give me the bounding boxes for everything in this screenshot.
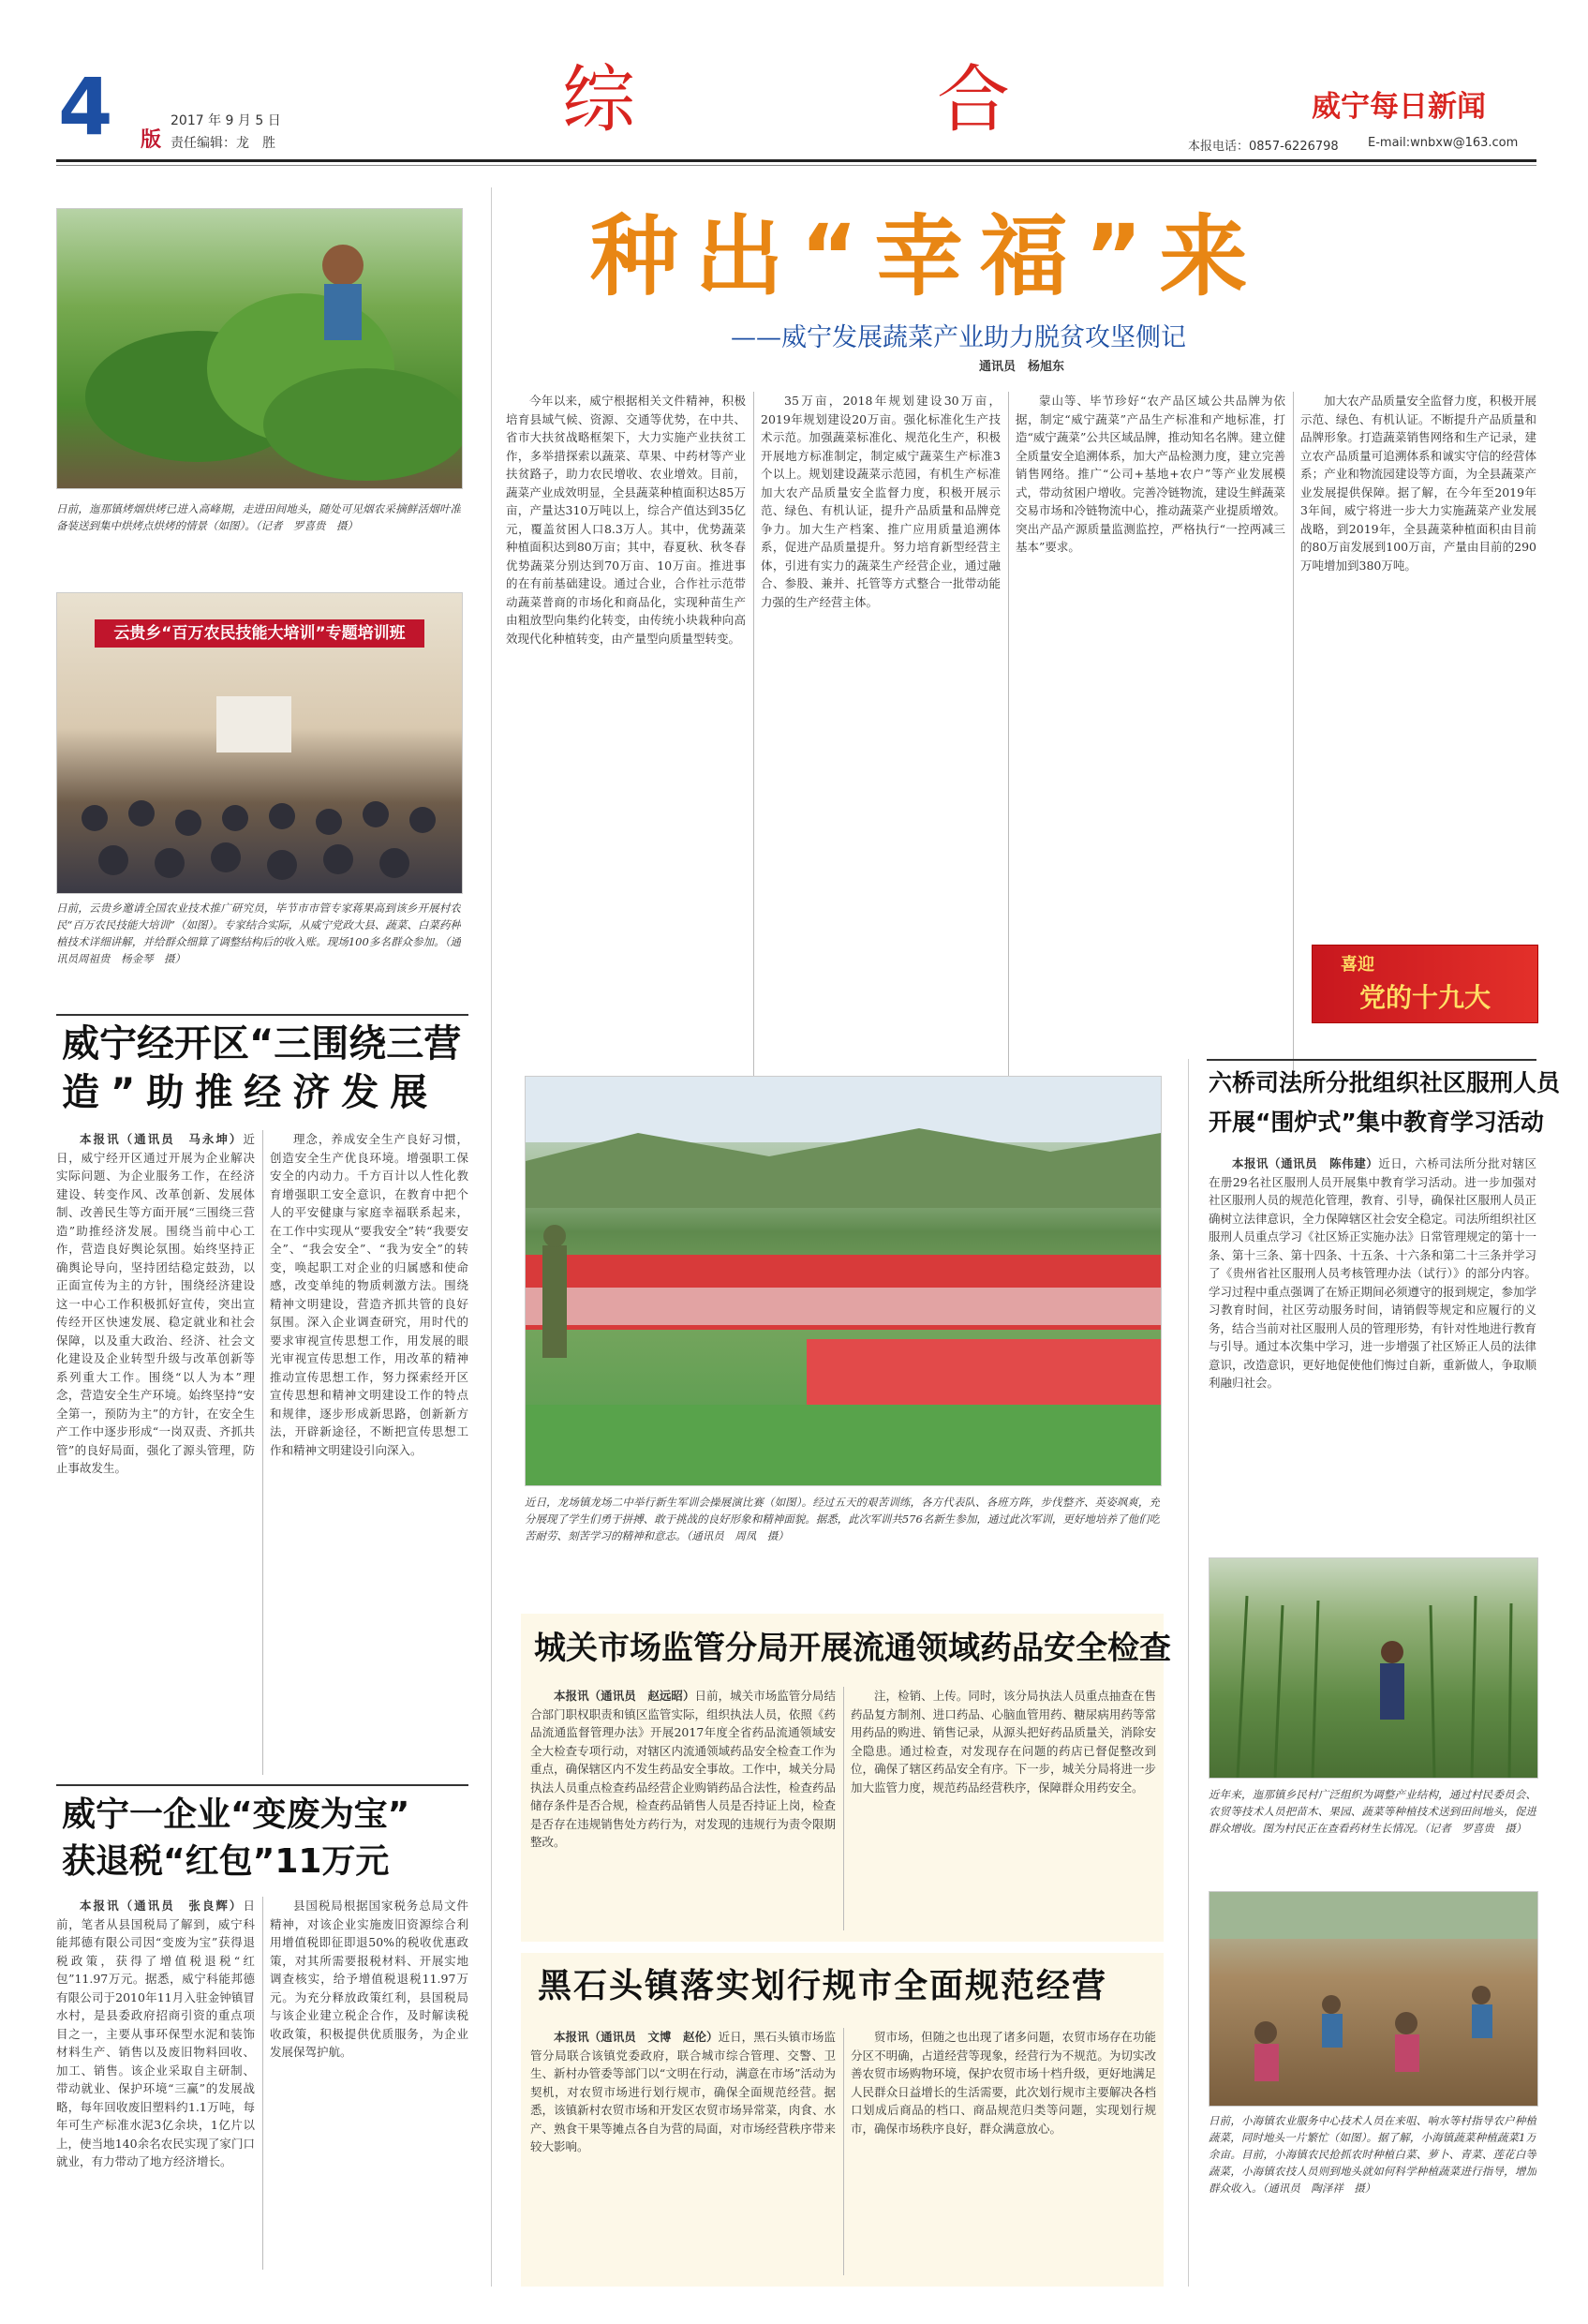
lead-byline: 通讯员 杨旭东	[979, 360, 1065, 374]
tobacco-leaves-graphic	[57, 209, 462, 488]
photo-military-training	[525, 1076, 1162, 1486]
market-divider	[843, 2028, 844, 2275]
lead-divider-3	[1293, 392, 1294, 1085]
tax-column-2: 县国税局根据国家税务总局文件精神，对该企业实施废旧资源综合利用增值税即征即退50%的税收优惠政策，对其所需要报税材料、开展实地调查核实，给予增值税退税11.97万元。为充分释放政策红利，县国税局与该企业建立税企合作，及时解读税收政策，积极提供优质服务，为企业发展保驾护航。	[270, 1899, 468, 2059]
photo-vegetable-planting	[1209, 1891, 1538, 2107]
econ-title-line-2: 造”助推经济发展	[62, 1071, 439, 1114]
judicial-body: 本报讯（通讯员 陈伟建）近日，六桥司法所分批对辖区在册29名社区服刑人员开展集中教育学习活动。进一步加强对社区服刑人员的规范化管理，教育、引导，确保社区服刑人员正确树立法律意识，全力保障辖区社会安全稳定。司法所组织社区服刑人员重点学习《社区矫正实施办法》日常管理规定的第十一条、第十三条、第十四条、十五条、十六条和第二十三条并学习了《贵州省社区服刑人员考核管理办法（试行）》的部分内容。学习过程中重点强调了在矫正期间必须遵守的报到规定，参加学习教育时间，社区劳动服务时间，请销假等规定和应履行的义务，结合当前对社区服刑人员的管理形势，有针对性地进行教育与引导。通过本次集中学习，进一步增强了社区矫正人员的法律意识，改造意识，更好地促使他们悔过自新，重新做人，争取顺利融归社会。	[1209, 1156, 1536, 1390]
market-byline: 本报讯（通讯员 文博 赵伦）	[554, 2030, 719, 2044]
party-congress-banner	[1312, 945, 1538, 1023]
tax-top-rule	[56, 1784, 468, 1786]
drug-column-1: 本报讯（通讯员 赵远昭）日前，城关市场监管分局结合部门职权职责和镇区监管实际，组织执法人员，依照《药品流通监督管理办法》开展2017年度全省药品流通领域安全大检查专项行动，对辖区内流通领域药品安全检查工作为重点，确保辖区内不发生药品安全事故。工作中，城关分局执法人员重点检查药品经营企业购销药品合法性，检查药品储存条件是否合规，检查药品销售人员是否持证上岗，检查是否存在违规销售处方药行为，对发现的违规行为责令限期整改。	[530, 1689, 836, 1849]
issue-date: 2017 年 9 月 5 日	[171, 113, 281, 128]
lead-subtitle: ——威宁发展蔬菜产业助力脱贫攻坚侧记	[731, 323, 1186, 352]
photo-herb-field	[1209, 1557, 1538, 1779]
editor-line: 责任编辑：龙 胜	[171, 136, 275, 151]
audience-graphic	[57, 593, 462, 893]
masthead-rule	[56, 159, 1536, 162]
planting-graphic	[1210, 1892, 1537, 2106]
page-divider-right	[1188, 1059, 1189, 2287]
tax-byline: 本报讯（通讯员 张良辉）	[80, 1899, 244, 1913]
tax-title-line-1: 威宁一企业“变废为宝”	[62, 1795, 410, 1834]
banner-congress: 党的十九大	[1359, 982, 1492, 1013]
lead-column-4: 加大农产品质量安全监督力度，积极开展示范、绿色、有机认证。不断提升产品质量和品牌形象。打造蔬菜销售网络和生产记录，建立农产品质量可追溯体系和诚实守信的经营体系；产业和物流园建设等方面，为全县蔬菜产业发展提供保障。据了解，在今年至2019年3年间，威宁将进一步大力实施蔬菜产业发展战略，到2019年，全县蔬菜种植面积由目前的80万亩发展到100万亩，产量由目前的290万吨增加到380万吨。	[1300, 394, 1536, 573]
caption-herb-field: 近年来，迤那镇乡民村广泛组织为调整产业结构，通过村民委员会、农贸等技术人员把苗木、果园、蔬菜等种植技术送到田间地头，促进群众增收。图为村民正在查看药材生长情况。（记者 罗喜贵 摄）	[1209, 1788, 1536, 1835]
section-title-char-2: 合	[937, 58, 1011, 142]
market-column-1: 本报讯（通讯员 文博 赵伦）近日，黑石头镇市场监管分局联合该镇党委政府，联合城市综合管理、交警、卫生、新村办管委等部门以“文明在行动，满意在市场”活动为契机，对农贸市场进行划行规市，确保全面规范经营。据悉，该镇新村农贸市场和开发区农贸市场异常菜，肉食、水产、熟食干果等摊点各自为营的局面，对市场经营秩序带来较大影响。	[530, 2030, 836, 2153]
tax-title-line-2: 获退税“红包”11万元	[62, 1842, 390, 1881]
lead-divider-2	[1008, 392, 1009, 1085]
page-number: 4	[58, 61, 113, 153]
photo-tobacco-harvest	[56, 208, 463, 489]
lead-column-3: 蒙山等、毕节珍好“农产品区域公共品牌为依据，制定“威宁蔬菜”产品生产标准和产地标准，打造“威宁蔬菜”公共区域品牌，推动知名名牌。建立健全质量安全追溯体系，加大产品检测力度，建立完善销售网络。推广“公司+基地+农户”等产业发展模式，带动贫困户增收。完善冷链物流，建设生鲜蔬菜交易市场和冷链物流中心，推动蔬菜产业提质增效。突出产品产源质量监测监控，严格执行“一控两减三基本”要求。	[1016, 394, 1285, 554]
lead-title: 种出“幸福”来	[590, 206, 1265, 308]
market-title: 黑石头镇落实划行规市全面规范经营	[538, 1967, 1108, 2005]
econ-column-2: 理念，养成安全生产良好习惯，创造安全生产优良环境。增强职工保安全的内动力。千方百计以人性化教育增强职工安全意识，在教育中把个人的平安健康与家庭幸福联系起来，在工作中实现从“要我安全”转“我要安全”、“我会安全”、“我为安全”的转变，唤起职工对企业的归属感和使命感，改变单纯的物质刺激方法。围绕精神文明建设，营造齐抓共管的良好氛围。深入企业调查研究，用时代的要求审视宣传思想工作，用发展的眼光审视宣传思想工作，用改革的精神推动宣传思想工作，努力探索经开区宣传思想和精神文明建设工作的特点和规律，逐步形成新思路，创新新方法，开辟新途径，不断把宣传思想工作和精神文明建设引向深入。	[270, 1132, 468, 1457]
caption-military-training: 近日，龙场镇龙场二中举行新生军训会操展演比赛（如图）。经过五天的艰苦训练，各方代表队、各班方阵，步伐整齐、英姿飒爽，充分展现了学生们勇于拼搏、敢于挑战的良好形象和精神面貌。据悉，此次军训共576名新生参加，通过此次军训，更好地培养了他们吃苦耐劳、刻苦学习的精神和意志。（通讯员 周凤 摄）	[525, 1496, 1160, 1542]
photo-training-class	[56, 592, 463, 894]
judicial-title-line-2: 开展“围炉式”集中教育学习活动	[1209, 1109, 1544, 1136]
lead-divider-1	[753, 392, 754, 1085]
drug-divider	[843, 1687, 844, 1930]
caption-training: 日前，云贵乡邀请全国农业技术推广研究员，毕节市市管专家蒋果高到该乡开展村农民“百万农民技能大培训”（如图）。专家结合实际，从威宁党政大县、蔬菜、白菜药种植技术详细讲解，并给群众细算了调整结构后的收入账。现场100多名群众参加。（通讯员周祖贵 杨金琴 摄）	[56, 901, 461, 965]
banner-welcome: 喜迎	[1341, 955, 1374, 975]
page-divider-left	[491, 187, 492, 2287]
lead-column-1: 今年以来，威宁根据相关文件精神，积极培育县域气候、资源、交通等优势，在中共、省市大扶贫战略框架下，大力实施产业扶贫工作，多举措探索以蔬菜、草果、中药材等产业扶贫路子，助力农民增收、农业增效。目前，蔬菜产业成效明显，全县蔬菜种植面积达85万亩，产量达310万吨以上，综合产值达到35亿元，覆盖贫困人口8.3万人。其中，优势蔬菜种植面积达到80万亩；其中，春夏秋、秋冬春优势蔬菜分别达到70万亩、10万亩。推进事的在有前基础建设。通过合业，合作社示范带动蔬菜普商的市场化和商品化，实现种苗生产由粗放型向集约化转变，由传统小块栽种向高效现代化种植转变，由产量型向质量型转变。	[506, 394, 746, 646]
masthead-rule-thin	[56, 165, 1536, 166]
judicial-top-rule	[1207, 1059, 1536, 1061]
lead-column-2: 35万亩，2018年规划建设30万亩，2019年规划建设20万亩。强化标准化生产技术示范。加强蔬菜标准化、规范化生产，积极开展地方标准制定，制定威宁蔬菜生产标准3个以上。规划建设蔬菜示范园，有机生产标准加大农产品质量安全监督力度，积极开展示范、绿色、有机认证，提升产品质量和品牌竞争力。加大生产档案、推广应用质量追溯体系，促进产品质量提升。努力培育新型经营主体，引进有实力的蔬菜生产经营企业，通过融合、参股、兼并、托管等方式整合一批带动能力强的生产经营主体。	[761, 394, 1001, 609]
herb-field-graphic	[1210, 1558, 1537, 1778]
econ-title-line-1: 威宁经开区“三围绕三营	[62, 1022, 462, 1065]
paper-name: 威宁每日新闻	[1312, 90, 1486, 124]
tax-column-1: 本报讯（通讯员 张良辉）日前，笔者从县国税局了解到，威宁科能邦德有限公司因“变废为宝”获得退税政策，获得了增值税退税“红包”11.97万元。据悉，威宁科能邦德有限公司于2010年11月入驻金钟镇冒水村，是县委政府招商引资的重点项目之一，主要从事环保型水泥和装饰材料生产、销售以及废旧物料回收、加工、销售。该企业采取自主研制、带动就业、保护环境“三赢”的发展战略，每年回收废旧塑料约1.1万吨，每年可生产标准水泥3亿余块，1亿片以上，使当地140余名农民实现了家门口就业，有力带动了地方经济增长。	[56, 1899, 255, 2168]
drug-column-2: 注，检销、上传。同时，该分局执法人员重点抽查在售药品复方制剂、进口药品、心脑血管用药、糖尿病用药等常用药品的购进、销售记录，从源头把好药品质量关，消除安全隐患。通过检查，对发现存在问题的药店已督促整改到位，确保了辖区药品安全有序。下一步，城关分局将进一步加大监管力度，规范药品经营秩序，保障群众用药安全。	[851, 1689, 1156, 1795]
judicial-title-line-1: 六桥司法所分批组织社区服刑人员	[1209, 1069, 1561, 1096]
econ-divider	[262, 1130, 263, 1775]
judicial-byline: 本报讯（通讯员 陈伟建）	[1232, 1156, 1379, 1170]
training-banner: 云贵乡“百万农民技能大培训”专题培训班	[95, 619, 424, 648]
hotline: 本报电话：0857-6226798	[1188, 140, 1339, 154]
students-formation-graphic	[526, 1077, 1161, 1485]
drug-byline: 本报讯（通讯员 赵远昭）	[554, 1689, 695, 1703]
tax-divider	[262, 1897, 263, 2270]
econ-byline: 本报讯（通讯员 马永坤）	[80, 1132, 244, 1146]
email: E-mail:wnbxw@163.com	[1368, 136, 1519, 150]
market-column-2: 贸市场，但随之也出现了诸多问题，农贸市场存在功能分区不明确，占道经营等现象，经营行为不规范。为切实改善农贸市场购物环境，保护农贸市场十档升级，更好地满足人民群众日益增长的生活需要，此次划行规市主要解决各档口划成后商品的档口、商品规范归类等问题，实现划行规市，确保市场秩序良好，群众满意放心。	[851, 2030, 1156, 2136]
section-title-char-1: 综	[562, 58, 636, 142]
econ-top-rule	[56, 1014, 468, 1016]
caption-tobacco: 日前，迤那镇烤烟烘烤已进入高峰期，走进田间地头，随处可见烟农采摘鲜活烟叶准备装送到集中烘烤点烘烤的情景（如图）。（记者 罗喜贵 摄）	[56, 502, 461, 532]
drug-title: 城关市场监管分局开展流通领域药品安全检查	[534, 1630, 1171, 1667]
caption-vegetable-planting: 日前，小海镇农业服务中心技术人员在来咀、响水等村指导农户种植蔬菜，同时地头一片繁忙（如图）。据了解，小海镇蔬菜种植蔬菜1万余亩。目前，小海镇农民抢抓农时种植白菜、萝卜、青菜、莲花白等蔬菜，小海镇农技人员则到地头就如何科学种植蔬菜进行指导，增加群众收入。（通讯员 陶泽祥 摄）	[1209, 2114, 1536, 2195]
page-suffix: 版	[141, 128, 162, 152]
econ-column-1: 本报讯（通讯员 马永坤）近日，威宁经开区通过开展为企业解决实际问题、为企业服务工作，在经济建设、转变作风、改革创新、发展体制、改善民生等方面开展“三围绕三营造”助推经济发展。围绕当前中心工作，营造良好舆论氛围。始终坚持正确舆论导向，坚持团结稳定鼓劲，以正面宣传为主的方针，围绕经济建设这一中心工作积极抓好宣传，突出宣传经开区快速发展、稳定就业和社会保障，以及重大政治、经济、社会文化建设及企业转型升级与改革创新等系列重大工作。围绕“以人为本”理念，营造安全生产环境。始终坚持“安全第一，预防为主”的方针，在安全生产工作中逐步形成“一岗双责、齐抓共管”的良好局面，强化了源头管理，防止事故发生。	[56, 1132, 255, 1475]
